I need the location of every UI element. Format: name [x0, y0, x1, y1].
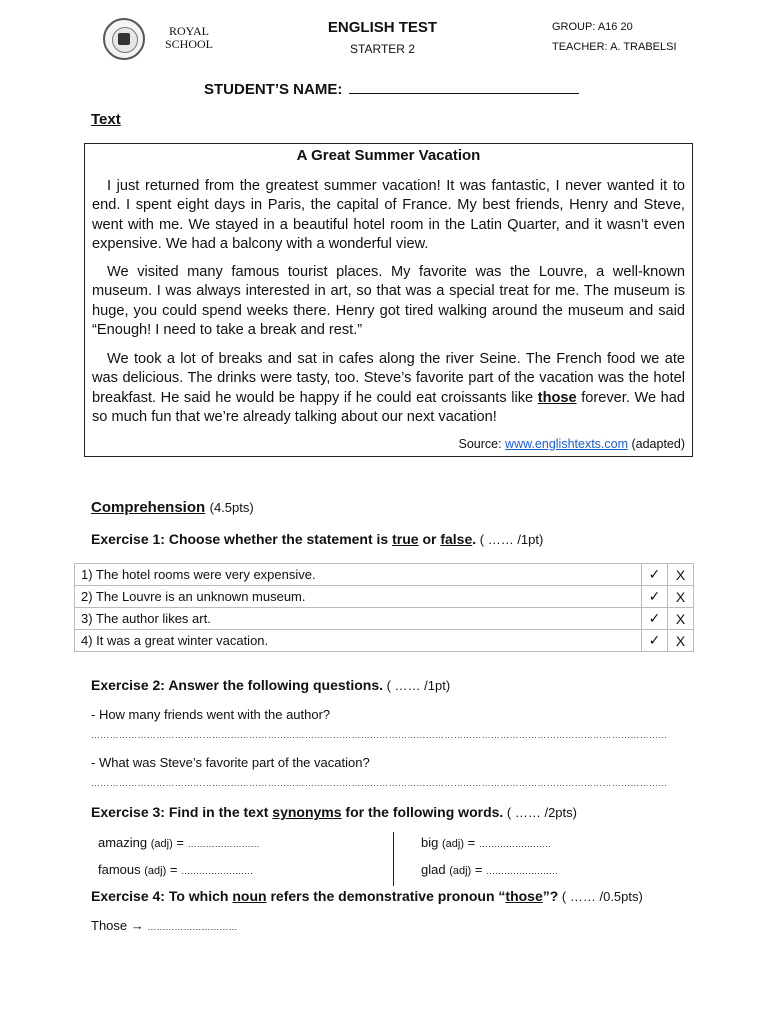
table-row [75, 630, 694, 652]
source-suffix: (adapted) [628, 437, 685, 451]
student-name-row [204, 79, 579, 98]
adj-tag: (adj) [150, 838, 173, 850]
word: amazing [98, 835, 148, 850]
ex3-points: ( …… /2pts) [503, 805, 577, 820]
synonym-glad[interactable] [421, 862, 558, 877]
school-name-line2: SCHOOL [164, 37, 213, 51]
ex4-answer-row[interactable] [91, 918, 237, 933]
comprehension-heading: Comprehension [91, 499, 206, 516]
word: big [421, 835, 439, 850]
logo-emblem-icon [118, 33, 130, 45]
source-link[interactable]: www.englishtexts.com [505, 437, 629, 451]
ex4-text-mid: refers the demonstrative pronoun “ [266, 888, 506, 904]
ex3-text-end: for the following words. [341, 804, 504, 820]
adj-tag: (adj) [144, 865, 167, 877]
equals: = [471, 862, 487, 877]
source-label: Source: [458, 437, 506, 451]
equals: = [464, 835, 479, 850]
school-logo [103, 18, 145, 60]
true-false-table [74, 563, 694, 652]
equals: = [172, 835, 188, 850]
question-2: - What was Steve’s favorite part of the vacation? [91, 755, 370, 770]
statement-1: 1) The hotel rooms were very expensive. [75, 564, 642, 586]
paragraph-3-end: forever. We had so much fun that we’re already talking about our next vacation! [92, 389, 686, 425]
ex1-or: or [418, 531, 441, 547]
paragraph-2: We visited many famous tourist places. My favorite was the Louvre, a well-known museum. I was always interested in art, so that was a special treat for me. The museum is huge, you could spend weeks there. Henry got tired walking around the museum and said “Enough! I need to take a break and rest.” [92, 264, 685, 338]
blank: …………………… [187, 839, 260, 849]
equals: = [166, 862, 182, 877]
ex1-points: ( …… /1pt) [476, 532, 544, 547]
blank: …………………… [478, 839, 551, 849]
ex4-text-end: ”? [542, 888, 559, 904]
synonym-big[interactable] [421, 835, 551, 850]
statement-2: 2) The Louvre is an unknown museum. [75, 586, 642, 608]
true-check-2[interactable]: ✓ [642, 586, 668, 608]
false-cross-2[interactable]: X [668, 586, 694, 608]
ex4-points: ( …… /0.5pts) [558, 889, 643, 904]
source-line [458, 437, 685, 451]
story-title: A Great Summer Vacation [296, 147, 481, 164]
keyword-those: those [537, 389, 577, 406]
false-cross-3[interactable]: X [668, 608, 694, 630]
exercise-3-title [91, 804, 577, 820]
true-check-1[interactable]: ✓ [642, 564, 668, 586]
ex4-those: those [505, 888, 543, 904]
true-check-4[interactable]: ✓ [642, 630, 668, 652]
ex3-text: Exercise 3: Find in the text [91, 804, 273, 820]
ex4-text: Exercise 4: To which [91, 888, 233, 904]
ex2-text: Exercise 2: Answer the following questions. [91, 677, 383, 693]
ex4-blank: ………………………… [147, 922, 238, 932]
school-name-line1: ROYAL [168, 24, 209, 38]
table-row [75, 564, 694, 586]
adj-tag: (adj) [449, 865, 472, 877]
synonym-amazing[interactable] [98, 835, 260, 850]
comprehension-heading-row [91, 499, 254, 517]
paragraph-3-start: We took a lot of breaks and sat in cafes along the river Seine. The French food we ate was delicious. The drinks were tasty, too. Steve’s favorite part of the vacation was the hotel breakfast. He said he would be happy if he could eat croissants like [92, 351, 685, 406]
question-1: - How many friends went with the author? [91, 707, 331, 722]
table-row [75, 586, 694, 608]
blank: …………………… [486, 866, 559, 876]
exercise-4-title [91, 888, 643, 904]
blank: …………………… [181, 866, 254, 876]
student-name-label: STUDENT’S NAME: [204, 81, 343, 98]
group-label: GROUP: A16 20 [552, 21, 633, 33]
answer-line-2[interactable]: …………………………………………………………………………………………………………………………………………………………………… [91, 778, 668, 788]
paragraph-1: I just returned from the greatest summer vacation! It was fantastic, I never wanted it to end. I spent eight days in Paris, the capital of France. My best friends, Henry and Steve, went with me. We stayed in a beautiful hotel room in the Latin Quarter, and it wasn’t even expensive. We had a balcony with a wonderful view. [92, 178, 685, 252]
false-cross-1[interactable]: X [668, 564, 694, 586]
student-name-blank[interactable] [349, 79, 579, 94]
exercise-2-title [91, 677, 450, 693]
word: famous [98, 862, 141, 877]
statement-3: 3) The author likes art. [75, 608, 642, 630]
true-check-3[interactable]: ✓ [642, 608, 668, 630]
ex1-period: . [472, 531, 477, 547]
answer-line-1[interactable]: …………………………………………………………………………………………………………………………………………………………………… [91, 730, 668, 740]
ex2-points: ( …… /1pt) [383, 678, 451, 693]
synonym-famous[interactable] [98, 862, 253, 877]
ex4-answer-label: Those → [91, 918, 148, 933]
ex3-synonyms: synonyms [272, 804, 342, 820]
comprehension-points: (4.5pts) [209, 500, 254, 515]
school-name [160, 25, 218, 51]
table-row [75, 608, 694, 630]
ex1-text: Exercise 1: Choose whether the statement is [91, 531, 393, 547]
test-title: ENGLISH TEST [327, 19, 438, 36]
exercise-1-title [91, 531, 543, 547]
paragraph-3 [92, 350, 685, 427]
ex1-true: true [392, 531, 419, 547]
test-subtitle: STARTER 2 [350, 42, 415, 56]
ex4-noun: noun [232, 888, 267, 904]
text-heading: Text [91, 111, 121, 128]
reading-text-box [84, 143, 693, 457]
column-divider [393, 832, 394, 886]
adj-tag: (adj) [441, 838, 464, 850]
statement-4: 4) It was a great winter vacation. [75, 630, 642, 652]
teacher-label: TEACHER: A. TRABELSI [552, 41, 677, 53]
ex1-false: false [440, 531, 473, 547]
word: glad [421, 862, 446, 877]
false-cross-4[interactable]: X [668, 630, 694, 652]
